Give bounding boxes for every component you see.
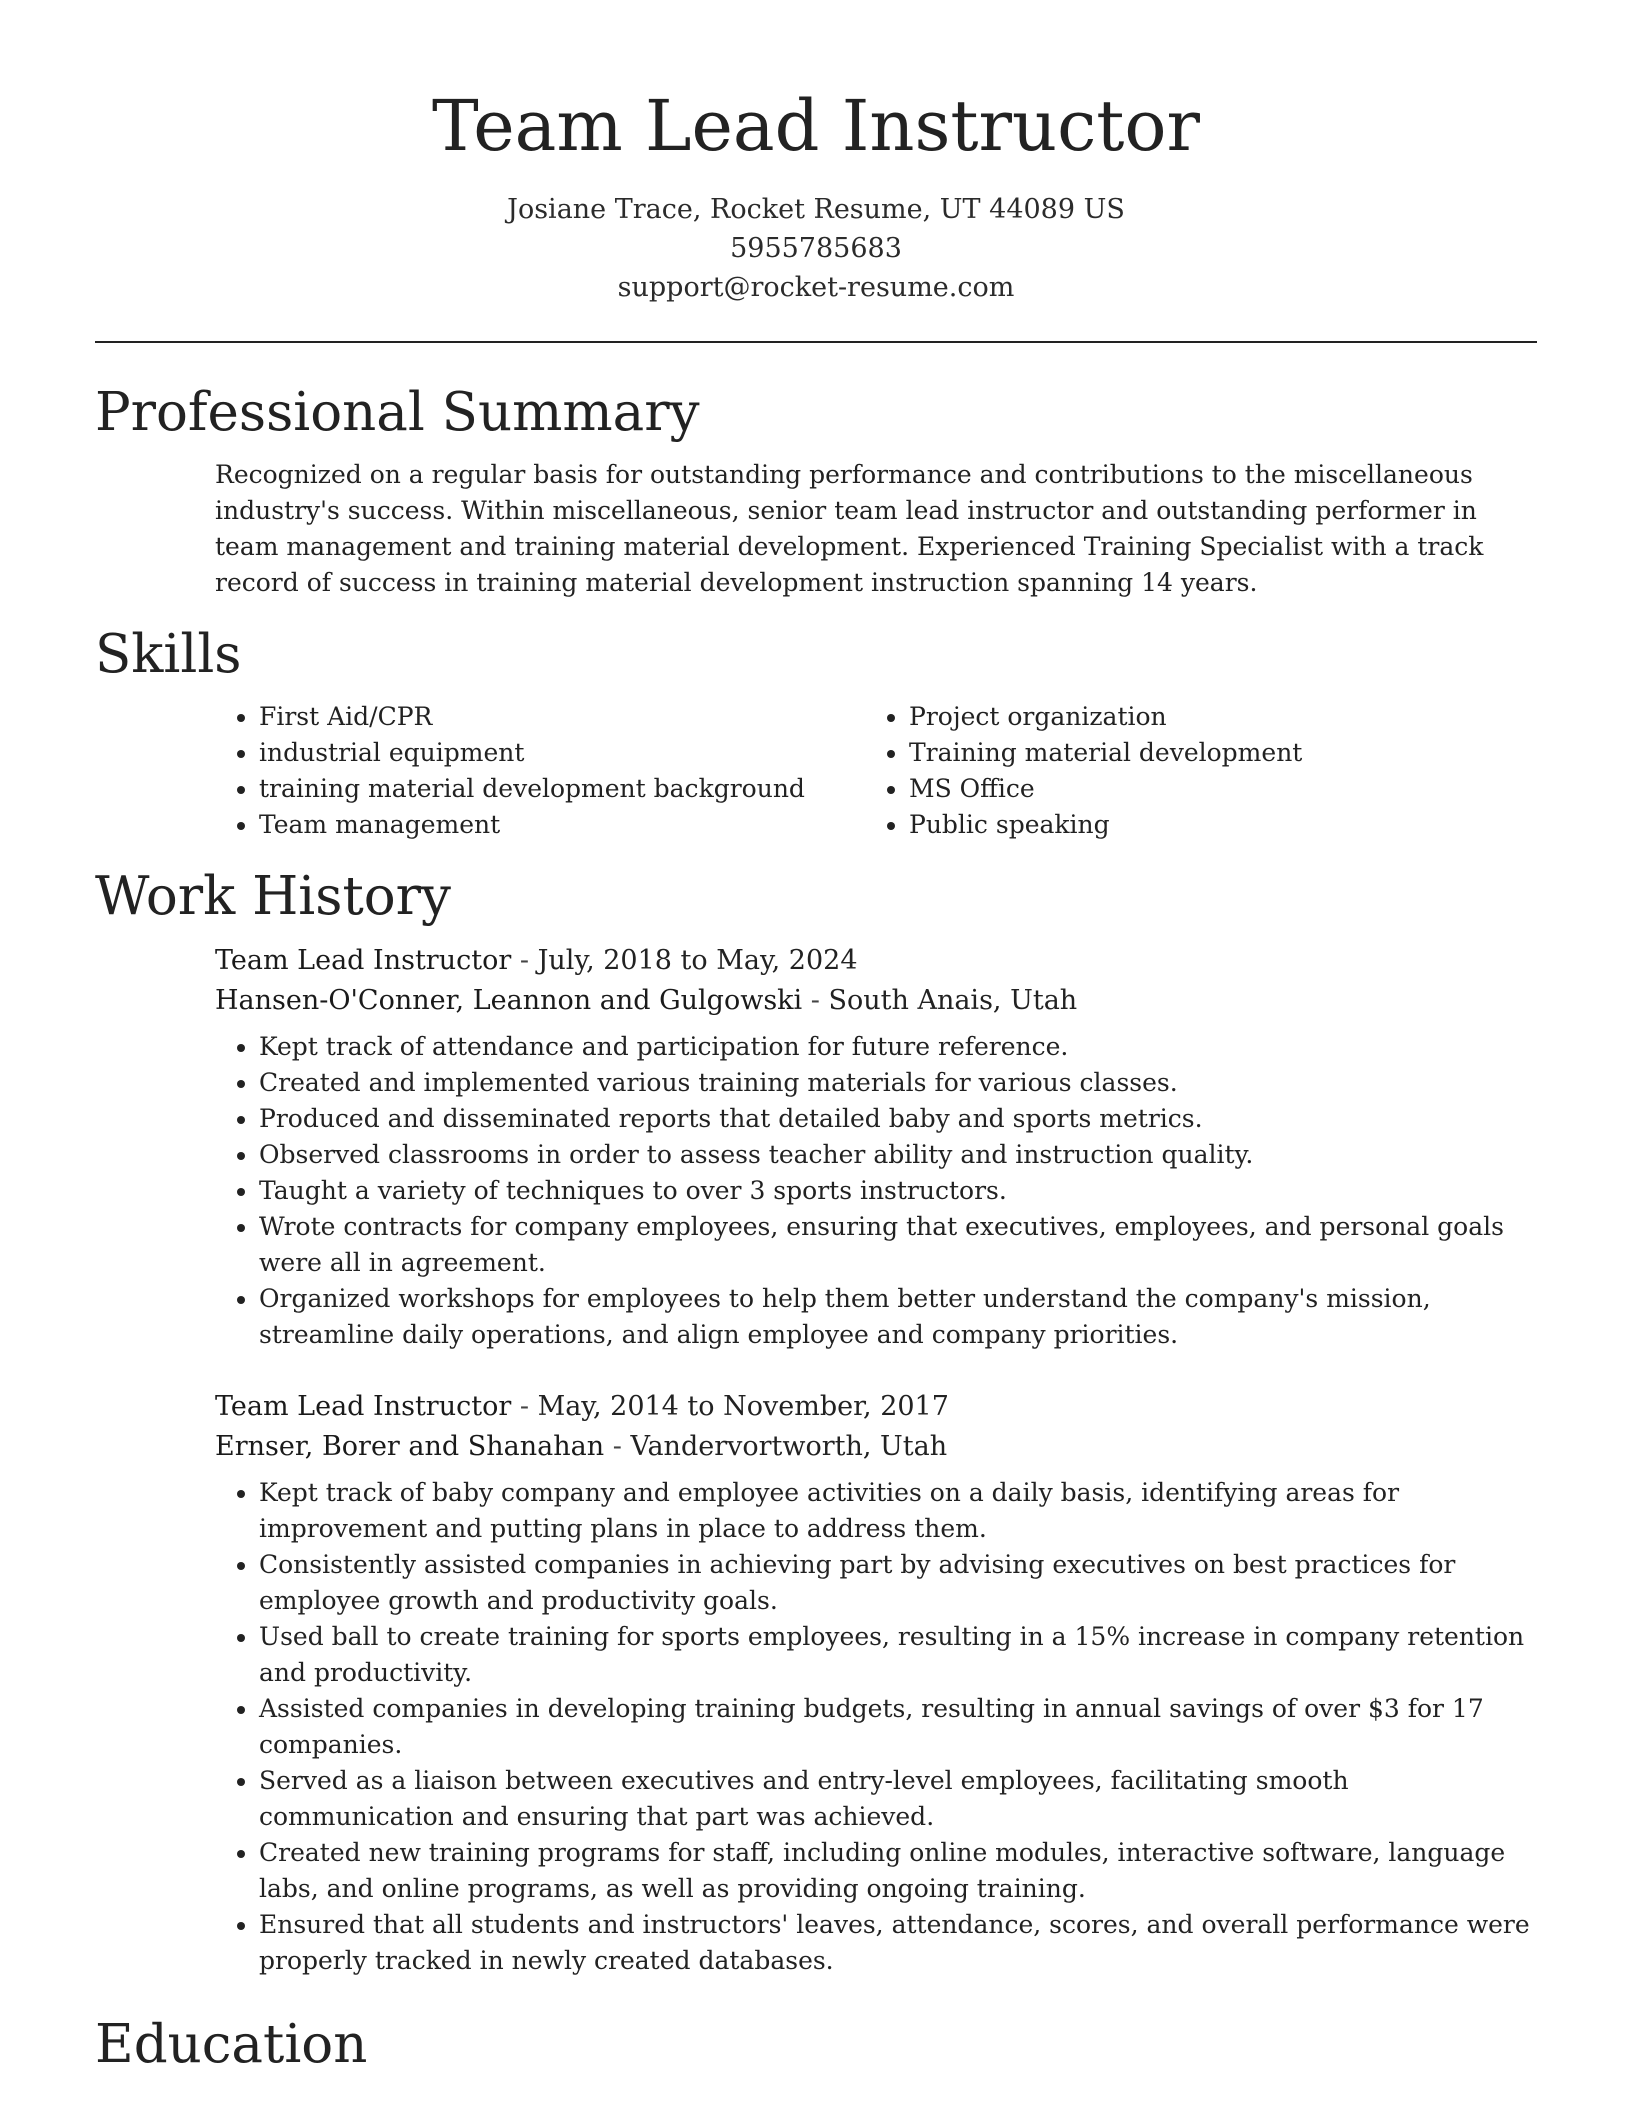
job-entry: [95, 1387, 1537, 1979]
resume-header: [95, 0, 1537, 307]
job-bullet: • Produced and disseminated reports that detailed baby and sports metrics.: [259, 1101, 1537, 1137]
work-history-section: [95, 865, 1537, 1979]
job-dates: July, 2018 to May, 2024: [537, 945, 858, 976]
skill-item: • MS Office: [909, 771, 1515, 807]
work-history-heading: Work History: [95, 866, 451, 927]
skill-item: • industrial equipment: [259, 735, 865, 771]
contact-address: Josiane Trace, Rocket Resume, UT 44089 US: [507, 194, 1125, 225]
job-bullets: [215, 1029, 1537, 1353]
job-bullet: • Taught a variety of techniques to over 3 sports instructors.: [259, 1173, 1537, 1209]
job-bullet: • Ensured that all students and instructors' leaves, attendance, scores, and overall performance were properly tracked in newly created databases.: [259, 1907, 1537, 1979]
job-bullet: • Used ball to create training for sports employees, resulting in a 15% increase in company retention and productivity.: [259, 1619, 1537, 1691]
separator: -: [519, 1391, 538, 1422]
separator: -: [612, 1431, 631, 1462]
skill-item: • Public speaking: [909, 807, 1515, 843]
job-bullet: • Wrote contracts for company employees, ensuring that executives, employees, and personal goals were all in agreement.: [259, 1209, 1537, 1281]
header-divider: [95, 341, 1537, 343]
job-company: Hansen-O'Conner, Leannon and Gulgowski: [215, 985, 803, 1016]
job-location: Vandervortworth, Utah: [630, 1431, 948, 1462]
job-bullet: • Kept track of baby company and employee activities on a daily basis, identifying areas for improvement and putting plans in place to address them.: [259, 1475, 1537, 1547]
contact-phone: 5955785683: [730, 233, 902, 264]
job-company-line: [215, 1427, 1537, 1467]
job-bullet: • Organized workshops for employees to help them better understand the company's mission, streamline daily operations, and align employee and company priorities.: [259, 1281, 1537, 1353]
job-title: Team Lead Instructor: [215, 1391, 512, 1422]
skill-item: • Project organization: [909, 699, 1515, 735]
education-section: [95, 2013, 1537, 2077]
separator: -: [810, 985, 829, 1016]
skills-list-left: [215, 699, 865, 843]
job-company-line: [215, 981, 1537, 1021]
job-bullet: • Served as a liaison between executives and entry-level employees, facilitating smooth communication and ensuring that part was achieved.: [259, 1763, 1537, 1835]
summary-text: Recognized on a regular basis for outstanding performance and contributions to the miscellaneous industry's success. Within miscellaneous, senior team lead instructor and outstanding performer in team management and training material development. Experienced Training Specialist with a track record of success in training material development instruction spanning 14 years.: [215, 460, 1484, 597]
summary-section: [95, 381, 1537, 601]
skills-heading: Skills: [95, 624, 242, 685]
separator: -: [519, 945, 538, 976]
skill-item: • Team management: [259, 807, 865, 843]
job-bullet: • Observed classrooms in order to assess teacher ability and instruction quality.: [259, 1137, 1537, 1173]
skills-columns: [95, 699, 1537, 843]
job-bullet: • Kept track of attendance and participation for future reference.: [259, 1029, 1537, 1065]
skill-item: • Training material development: [909, 735, 1515, 771]
education-heading: Education: [95, 2014, 368, 2075]
job-bullet: • Consistently assisted companies in achieving part by advising executives on best practices for employee growth and productivity goals.: [259, 1547, 1537, 1619]
resume-title: Team Lead Instructor: [431, 85, 1201, 167]
job-title-line: [215, 1387, 1537, 1427]
summary-body: [95, 457, 1537, 601]
job-title: Team Lead Instructor: [215, 945, 512, 976]
summary-heading: Professional Summary: [95, 382, 700, 443]
contact-email: support@rocket-resume.com: [617, 272, 1015, 303]
job-entry: [95, 941, 1537, 1353]
skills-section: [95, 623, 1537, 843]
job-bullet: • Created new training programs for staff, including online modules, interactive software, language labs, and online programs, as well as providing ongoing training.: [259, 1835, 1537, 1907]
job-bullets: [215, 1475, 1537, 1979]
job-dates: May, 2014 to November, 2017: [537, 1391, 949, 1422]
job-bullet: • Created and implemented various training materials for various classes.: [259, 1065, 1537, 1101]
job-bullet: • Assisted companies in developing training budgets, resulting in annual savings of over $3 for 17 companies.: [259, 1691, 1537, 1763]
skill-item: • training material development background: [259, 771, 865, 807]
skills-list-right: [865, 699, 1515, 843]
skill-item: • First Aid/CPR: [259, 699, 865, 735]
job-location: South Anais, Utah: [828, 985, 1078, 1016]
job-company: Ernser, Borer and Shanahan: [215, 1431, 605, 1462]
job-title-line: [215, 941, 1537, 981]
